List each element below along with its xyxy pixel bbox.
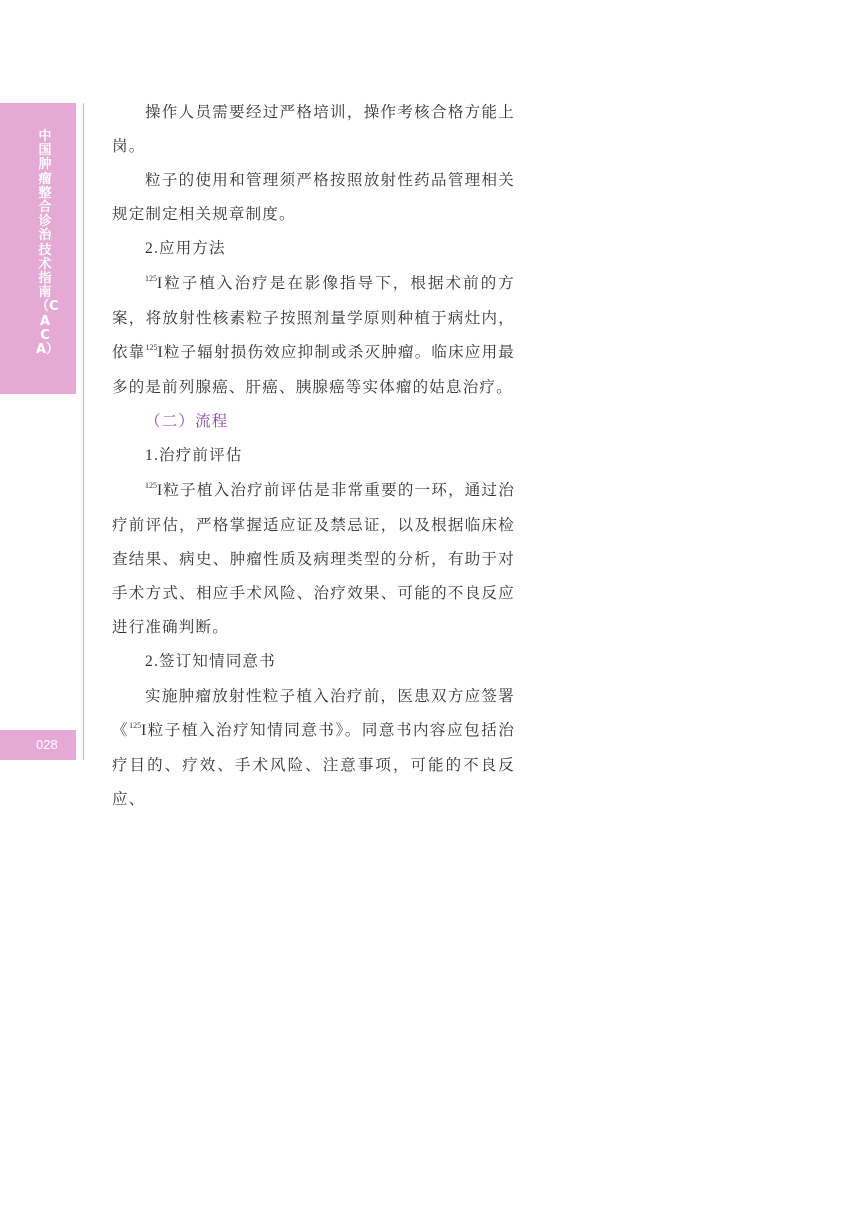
paragraph-consent bbox=[112, 679, 515, 816]
paragraph-evaluation-text: 粒子植入治疗前评估是非常重要的一环，通过治疗前评估，严格掌握适应证及禁忌证，以及根据临床检查结果、病史、肿瘤性质及病理类型的分析，有助于对手术方式、相应手术风险、治疗效果、可能的不良反应进行准确判断。 bbox=[112, 481, 515, 636]
subheading-method bbox=[112, 231, 515, 266]
subheading-evaluation bbox=[112, 438, 515, 473]
isotope-symbol: I bbox=[141, 722, 148, 739]
subheading-consent-number: 2. bbox=[145, 653, 160, 670]
margin-divider bbox=[83, 103, 84, 760]
paragraph-consent-text-b: 粒子植入治疗知情同意书》。同意书内容应包括治疗目的、疗效、手术风险、注意事项，可能的不良反应、 bbox=[112, 721, 515, 808]
paragraph-regulation: 粒子的使用和管理须严格按照放射性药品管理相关规定制定相关规章制度。 bbox=[112, 171, 515, 223]
subheading-evaluation-number: 1. bbox=[145, 447, 160, 464]
subheading-evaluation-text: 治疗前评估 bbox=[159, 446, 243, 464]
book-title: 中国肿瘤整合诊治技术指南（CACA） bbox=[36, 129, 60, 358]
isotope-mass-number: 125 bbox=[145, 274, 157, 283]
subheading-method-number: 2. bbox=[145, 240, 160, 257]
isotope-symbol: I bbox=[157, 344, 164, 361]
isotope-mass-number: 125 bbox=[129, 721, 142, 730]
subheading-consent bbox=[112, 644, 515, 679]
page-number: 028 bbox=[36, 737, 58, 752]
isotope-mass-number: 125 bbox=[145, 481, 157, 490]
paragraph-training: 操作人员需要经过严格培训，操作考核合格方能上岗。 bbox=[112, 103, 515, 155]
subheading-consent-text: 签订知情同意书 bbox=[159, 652, 276, 670]
section-heading-process: （二）流程 bbox=[145, 412, 229, 430]
paragraph-method-text-b: 粒子辐射损伤效应抑制或杀灭肿瘤。临床应用最多的是前列腺癌、肝癌、胰腺癌等实体瘤的姑息治疗。 bbox=[112, 343, 516, 396]
isotope-mass-number: 125 bbox=[145, 343, 158, 352]
body-text bbox=[112, 95, 515, 816]
isotope-symbol: I bbox=[157, 275, 164, 292]
paragraph-evaluation bbox=[112, 473, 515, 644]
subheading-method-text: 应用方法 bbox=[159, 239, 226, 257]
isotope-symbol: I bbox=[157, 482, 164, 499]
paragraph-method-text-a: 粒子植入治疗是在影像指导下，根据术前的方案，将放射性核素粒子按照剂量学原则种植于病灶内，依靠 bbox=[112, 274, 515, 361]
paragraph-method bbox=[112, 266, 515, 404]
paragraph-consent-text-a: 实施肿瘤放射性粒子植入治疗前，医患双方应签署《 bbox=[112, 687, 515, 739]
